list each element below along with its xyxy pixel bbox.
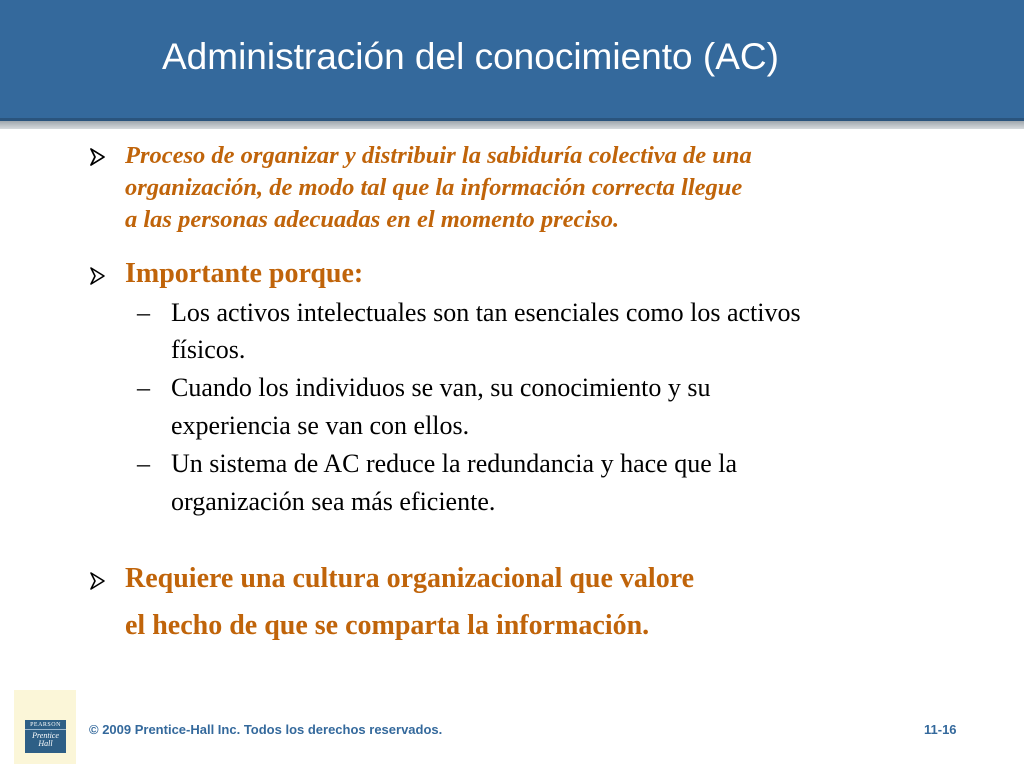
bullet-2-heading: Importante porque: <box>125 258 364 289</box>
pearson-prentice-hall-logo <box>25 720 66 753</box>
sub-item-2-line-1: Cuando los individuos se van, su conocimiento y su <box>171 373 711 402</box>
arrow-bullet-icon <box>87 571 107 591</box>
sub-item-1-line-2: físicos. <box>171 335 246 364</box>
bullet-1-line-3: a las personas adecuadas en el momento preciso. <box>125 206 620 233</box>
slide-title: Administración del conocimiento (AC) <box>162 36 779 77</box>
logo-top-text: PEARSON <box>25 720 66 730</box>
logo-line-3: Hall <box>38 739 53 748</box>
logo-line-2: Prentice <box>32 731 59 740</box>
copyright-notice: © 2009 Prentice-Hall Inc. Todos los derechos reservados. <box>89 722 443 737</box>
sub-item-3-line-2: organización sea más eficiente. <box>171 487 496 516</box>
header-divider <box>0 121 1024 129</box>
bullet-1-line-2: organización, de modo tal que la información correcta llegue <box>125 174 743 201</box>
arrow-bullet-icon <box>87 147 107 167</box>
sub-item-2-line-2: experiencia se van con ellos. <box>171 411 470 440</box>
sub-item-1-line-1: Los activos intelectuales son tan esenciales como los activos <box>171 298 801 327</box>
dash-marker: – <box>137 373 150 402</box>
title-bar <box>0 0 1024 118</box>
page-number: 11-16 <box>924 722 957 737</box>
sub-item-3-line-1: Un sistema de AC reduce la redundancia y hace que la <box>171 449 737 478</box>
bullet-3-line-1: Requiere una cultura organizacional que valore <box>125 563 695 594</box>
arrow-bullet-icon <box>87 266 107 286</box>
bullet-1-line-1: Proceso de organizar y distribuir la sabiduría colectiva de una <box>125 142 752 169</box>
bullet-3-line-2: el hecho de que se comparta la información. <box>125 610 650 641</box>
dash-marker: – <box>137 449 150 478</box>
dash-marker: – <box>137 298 150 327</box>
